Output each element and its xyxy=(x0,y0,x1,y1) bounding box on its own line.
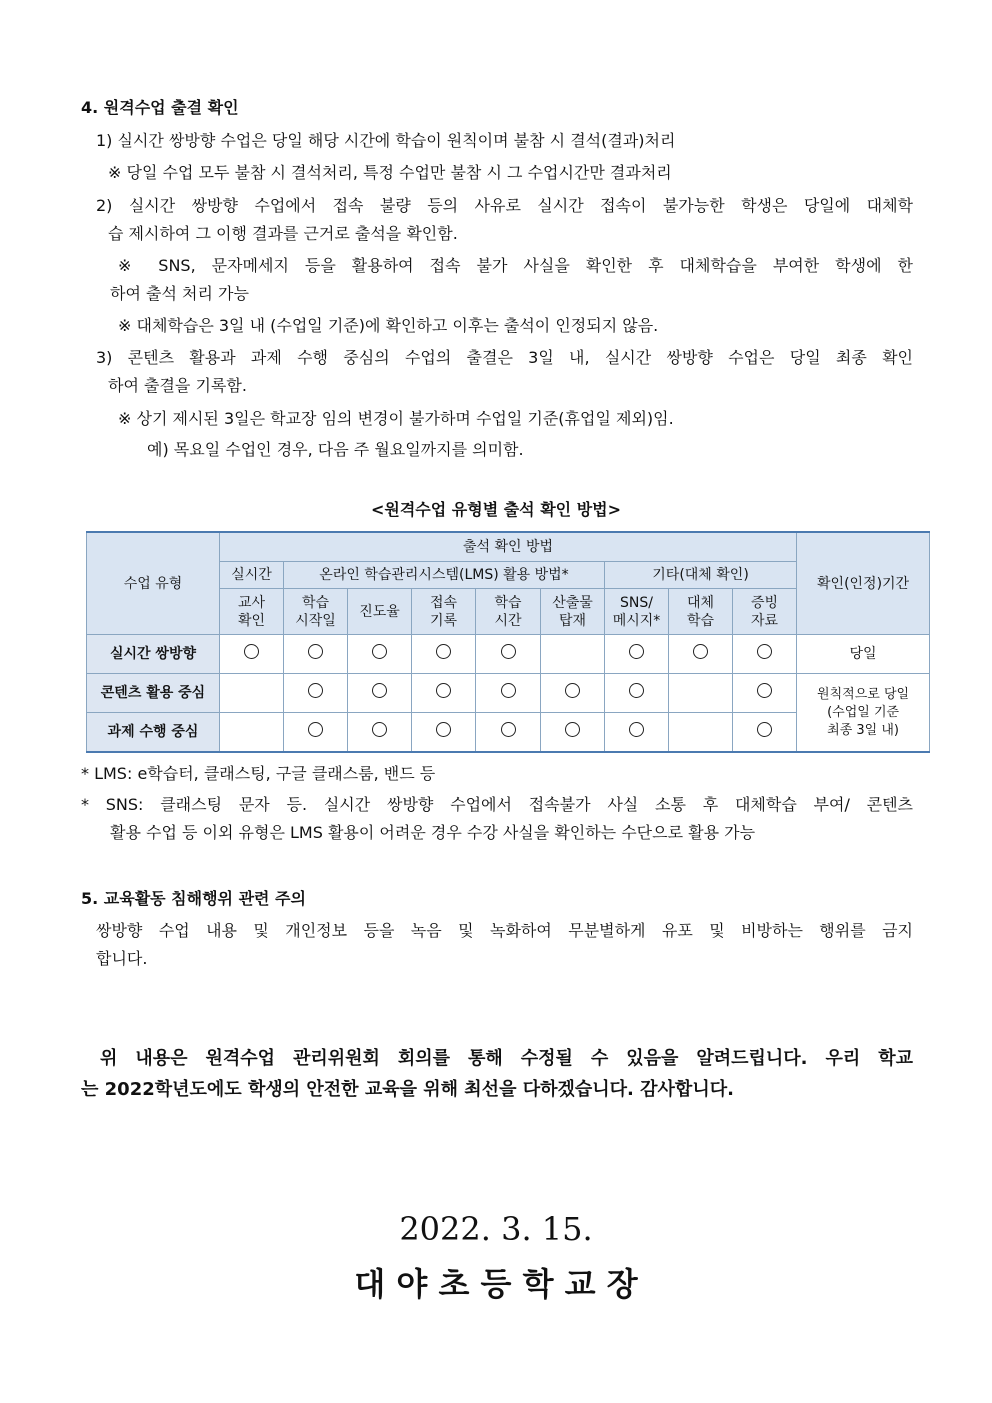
circle-mark-icon xyxy=(436,683,451,698)
footnote-lms: * LMS: e학습터, 클래스팅, 구글 클래스룸, 밴드 등 xyxy=(81,764,436,783)
check-cell xyxy=(605,713,669,753)
column-header: 증빙 자료 xyxy=(733,589,797,635)
check-cell xyxy=(412,713,476,753)
column-header: 학습 시작일 xyxy=(284,589,348,635)
document-date: 2022. 3. 15. xyxy=(399,1210,593,1248)
check-cell xyxy=(669,635,733,674)
footnote-sns-line1: * SNS: 클래스팅 문자 등. 실시간 쌍방향 수업에서 접속불가 사실 소통 후 대체학습 부여/ 콘텐츠 xyxy=(81,795,913,814)
column-header: 학습 시간 xyxy=(476,589,541,635)
section4-note2-line2: 하여 출석 처리 가능 xyxy=(110,284,249,303)
circle-mark-icon xyxy=(244,644,259,659)
period-realtime: 당일 xyxy=(797,635,930,674)
circle-mark-icon xyxy=(372,644,387,659)
circle-mark-icon xyxy=(565,722,580,737)
circle-mark-icon xyxy=(372,683,387,698)
circle-mark-icon xyxy=(372,722,387,737)
check-cell xyxy=(476,674,541,713)
check-cell xyxy=(541,674,605,713)
circle-mark-icon xyxy=(757,683,772,698)
circle-mark-icon xyxy=(308,683,323,698)
check-cell xyxy=(476,713,541,753)
check-cell xyxy=(541,713,605,753)
check-cell xyxy=(220,635,284,674)
section4-item3-line2: 하여 출결을 기록함. xyxy=(108,376,247,395)
check-cell xyxy=(412,674,476,713)
school-principal-signature: 대 야 초 등 학 교 장 xyxy=(354,1265,638,1303)
table-caption: <원격수업 유형별 출석 확인 방법> xyxy=(370,500,622,519)
column-header: 대체 학습 xyxy=(669,589,733,635)
check-cell xyxy=(220,713,284,753)
header-method: 출석 확인 방법 xyxy=(220,532,797,562)
table-row xyxy=(87,674,930,713)
section4-title: 4. 원격수업 출결 확인 xyxy=(81,98,239,117)
column-header: SNS/ 메시지* xyxy=(605,589,669,635)
row-class-type: 과제 수행 중심 xyxy=(87,713,220,753)
footnote-sns-line2: 활용 수업 등 이외 유형은 LMS 활용이 어려운 경우 수강 사실을 확인하는 수단으로 활용 가능 xyxy=(110,823,756,842)
section4-item2-line2: 습 제시하여 그 이행 결과를 근거로 출석을 확인함. xyxy=(108,224,458,243)
check-cell xyxy=(476,635,541,674)
column-header: 교사 확인 xyxy=(220,589,284,635)
section4-note2-line1: ※ SNS, 문자메세지 등을 활용하여 접속 불가 사실을 확인한 후 대체학습을 부여한 학생에 한 xyxy=(118,256,913,275)
table-row xyxy=(87,635,930,674)
circle-mark-icon xyxy=(308,644,323,659)
check-cell xyxy=(284,635,348,674)
circle-mark-icon xyxy=(501,683,516,698)
check-cell xyxy=(348,674,412,713)
section4-item1: 1) 실시간 쌍방향 수업은 당일 해당 시간에 학습이 원칙이며 불참 시 결석(결과)처리 xyxy=(96,131,676,150)
column-header: 접속 기록 xyxy=(412,589,476,635)
circle-mark-icon xyxy=(693,644,708,659)
check-cell xyxy=(669,674,733,713)
circle-mark-icon xyxy=(565,683,580,698)
section4-item3-line1: 3) 콘텐츠 활용과 과제 수행 중심의 수업의 출결은 3일 내, 실시간 쌍방향 수업은 당일 최종 확인 xyxy=(96,348,913,367)
row-class-type: 콘텐츠 활용 중심 xyxy=(87,674,220,713)
header-period: 확인(인정)기간 xyxy=(797,532,930,635)
section4-example: 예) 목요일 수업인 경우, 다음 주 월요일까지를 의미함. xyxy=(147,440,524,459)
check-cell xyxy=(605,674,669,713)
section5-title: 5. 교육활동 침해행위 관련 주의 xyxy=(81,889,306,908)
circle-mark-icon xyxy=(629,644,644,659)
header-group-other: 기타(대체 확인) xyxy=(605,562,797,589)
circle-mark-icon xyxy=(436,644,451,659)
check-cell xyxy=(733,635,797,674)
header-class-type: 수업 유형 xyxy=(87,532,220,635)
check-cell xyxy=(541,635,605,674)
circle-mark-icon xyxy=(757,722,772,737)
column-header: 진도율 xyxy=(348,589,412,635)
section4-item2-line1: 2) 실시간 쌍방향 수업에서 접속 불량 등의 사유로 실시간 접속이 불가능한 학생은 당일에 대체학 xyxy=(96,196,913,215)
row-class-type: 실시간 쌍방향 xyxy=(87,635,220,674)
circle-mark-icon xyxy=(629,683,644,698)
section4-note3: ※ 대체학습은 3일 내 (수업일 기준)에 확인하고 이후는 출석이 인정되지 않음. xyxy=(118,316,659,335)
closing-line1: 위 내용은 원격수업 관리위원회 회의를 통해 수정될 수 있음을 알려드립니다. 우리 학교 xyxy=(100,1048,913,1069)
circle-mark-icon xyxy=(501,644,516,659)
check-cell xyxy=(733,713,797,753)
section4-note1: ※ 당일 수업 모두 불참 시 결석처리, 특정 수업만 불참 시 그 수업시간만 결과처리 xyxy=(108,163,672,182)
check-cell xyxy=(669,713,733,753)
closing-line2: 는 2022학년도에도 학생의 안전한 교육을 위해 최선을 다하겠습니다. 감사합니다. xyxy=(81,1079,734,1100)
check-cell xyxy=(348,713,412,753)
period-other: 원칙적으로 당일 (수업일 기준 최종 3일 내) xyxy=(797,674,930,753)
check-cell xyxy=(348,635,412,674)
section5-body-line2: 합니다. xyxy=(96,949,148,968)
header-group-lms: 온라인 학습관리시스템(LMS) 활용 방법* xyxy=(284,562,605,589)
section4-note4: ※ 상기 제시된 3일은 학교장 임의 변경이 불가하며 수업일 기준(휴업일 제외)임. xyxy=(118,409,674,428)
check-cell xyxy=(284,713,348,753)
circle-mark-icon xyxy=(436,722,451,737)
section5-body-line1: 쌍방향 수업 내용 및 개인정보 등을 녹음 및 녹화하여 무분별하게 유포 및 비방하는 행위를 금지 xyxy=(96,921,913,940)
check-cell xyxy=(605,635,669,674)
check-cell xyxy=(733,674,797,713)
check-cell xyxy=(284,674,348,713)
circle-mark-icon xyxy=(629,722,644,737)
column-header: 산출물 탑재 xyxy=(541,589,605,635)
check-cell xyxy=(220,674,284,713)
check-cell xyxy=(412,635,476,674)
attendance-method-table xyxy=(86,531,930,753)
circle-mark-icon xyxy=(757,644,772,659)
circle-mark-icon xyxy=(308,722,323,737)
header-group-realtime: 실시간 xyxy=(220,562,284,589)
circle-mark-icon xyxy=(501,722,516,737)
